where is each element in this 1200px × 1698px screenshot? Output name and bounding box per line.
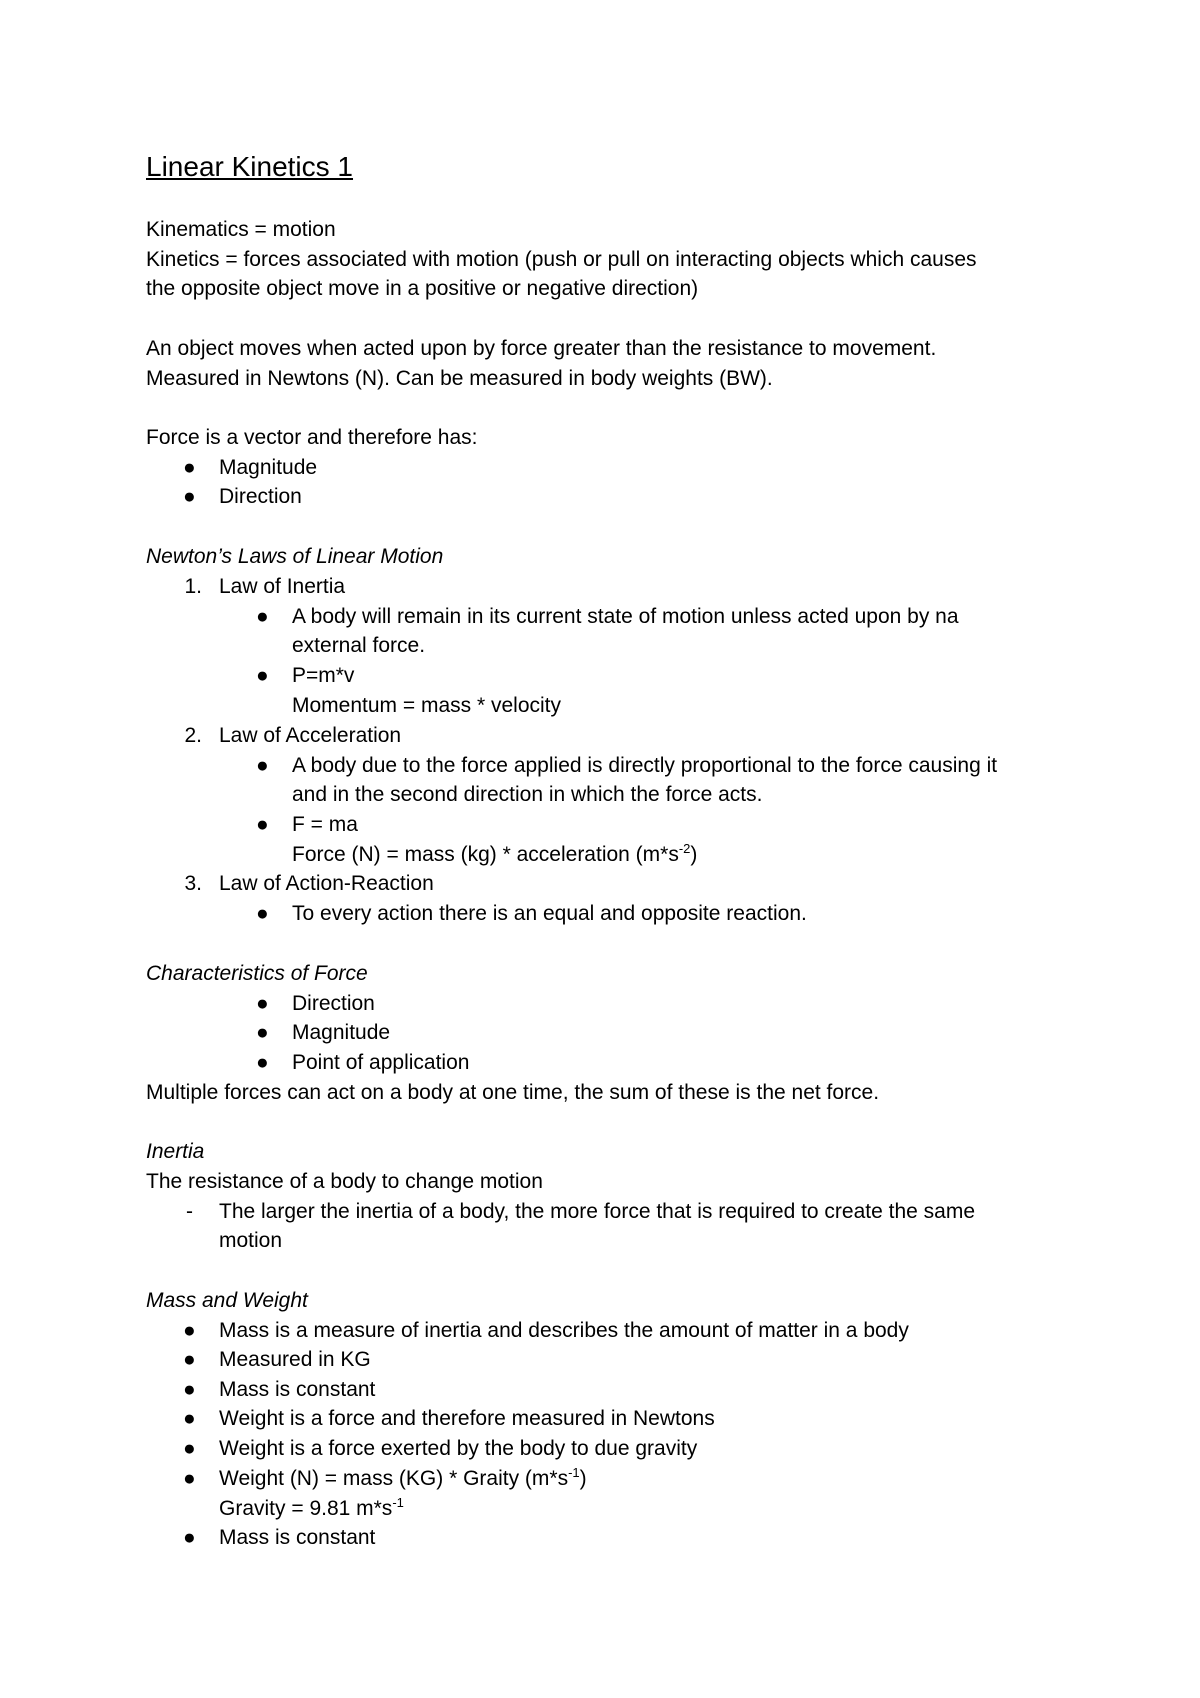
bullet-icon: ● [256, 813, 269, 836]
characteristics-heading: Characteristics of Force [146, 962, 368, 985]
bullet-icon: ● [183, 1437, 196, 1460]
bullet-icon: ● [256, 664, 269, 687]
gravity-value [219, 1495, 404, 1523]
force-exponent: -2 [678, 841, 691, 856]
law-2-title: Law of Acceleration [219, 724, 402, 747]
bullet-icon: ● [183, 1319, 196, 1342]
page-title: Linear Kinetics 1 [146, 151, 354, 182]
force-description-text: Force (N) = mass (kg) * acceleration (m*s [292, 843, 679, 866]
gravity-value-text: Gravity = 9.81 m*s [219, 1497, 393, 1520]
kinematics-definition: Kinematics = motion [146, 218, 336, 241]
bullet-icon: ● [256, 605, 269, 628]
mass-weight-item-3: Mass is constant [219, 1378, 376, 1401]
bullet-icon: ● [183, 485, 196, 508]
bullet-icon: ● [256, 992, 269, 1015]
bullet-icon: ● [256, 1021, 269, 1044]
law-2-force-formula: F = ma [292, 813, 358, 836]
law-1-bullet-1-line-2: external force. [292, 634, 426, 657]
vector-lead: Force is a vector and therefore has: [146, 426, 478, 449]
newton-laws-heading: Newton’s Laws of Linear Motion [146, 545, 444, 568]
mass-weight-heading: Mass and Weight [146, 1289, 308, 1312]
bullet-icon: ● [256, 754, 269, 777]
dash-marker: - [186, 1200, 193, 1223]
law-1-momentum-formula: P=m*v [292, 664, 355, 687]
kinetics-definition-line-2: the opposite object move in a positive or negative direction) [146, 277, 699, 300]
inertia-heading: Inertia [146, 1140, 205, 1163]
bullet-icon: ● [183, 1526, 196, 1549]
weight-formula [219, 1465, 587, 1493]
mass-weight-item-7: Mass is constant [219, 1526, 376, 1549]
characteristic-direction: Direction [292, 992, 375, 1015]
weight-formula-exponent: -1 [568, 1465, 580, 1480]
law-1-bullet-1-line-1: A body will remain in its current state of motion unless acted upon by na [292, 605, 959, 628]
law-2-number: 2. [184, 724, 202, 747]
law-2-bullet-1-line-1: A body due to the force applied is directly proportional to the force causing it [292, 754, 998, 777]
mass-weight-item-4: Weight is a force and therefore measured in Newtons [219, 1407, 715, 1430]
inertia-point-line-2: motion [219, 1229, 283, 1252]
characteristic-magnitude: Magnitude [292, 1021, 391, 1044]
law-1-momentum-description: Momentum = mass * velocity [292, 694, 562, 717]
law-3-number: 3. [184, 872, 202, 895]
mass-weight-item-5: Weight is a force exerted by the body to due gravity [219, 1437, 698, 1460]
law-3-title: Law of Action-Reaction [219, 872, 434, 895]
net-force-statement: Multiple forces can act on a body at one time, the sum of these is the net force. [146, 1081, 880, 1104]
law-1-title: Law of Inertia [219, 575, 346, 598]
law-2-force-description [292, 841, 697, 869]
kinetics-definition-line-1: Kinetics = forces associated with motion (push or pull on interacting objects which causes [146, 248, 977, 271]
inertia-point-line-1: The larger the inertia of a body, the more force that is required to create the same [219, 1200, 976, 1223]
inertia-definition: The resistance of a body to change motion [146, 1170, 543, 1193]
object-moves-line-2: Measured in Newtons (N). Can be measured in body weights (BW). [146, 367, 773, 390]
bullet-icon: ● [183, 1407, 196, 1430]
mass-weight-item-1: Mass is a measure of inertia and describes the amount of matter in a body [219, 1319, 909, 1342]
bullet-icon: ● [256, 902, 269, 925]
law-1-number: 1. [184, 575, 202, 598]
object-moves-line-1: An object moves when acted upon by force greater than the resistance to movement. [146, 337, 937, 360]
law-3-bullet-1: To every action there is an equal and opposite reaction. [292, 902, 807, 925]
bullet-icon: ● [183, 456, 196, 479]
bullet-icon: ● [183, 1467, 196, 1490]
characteristic-point-of-application: Point of application [292, 1051, 470, 1074]
bullet-icon: ● [183, 1378, 196, 1401]
force-description-close: ) [690, 843, 698, 866]
bullet-icon: ● [183, 1348, 196, 1371]
bullet-icon: ● [256, 1051, 269, 1074]
weight-formula-close: ) [579, 1467, 587, 1490]
law-2-bullet-1-line-2: and in the second direction in which the force acts. [292, 783, 763, 806]
mass-weight-item-2: Measured in KG [219, 1348, 371, 1371]
gravity-value-exponent: -1 [392, 1495, 404, 1510]
weight-formula-text: Weight (N) = mass (KG) * Graity (m*s [219, 1467, 569, 1490]
vector-item-direction: Direction [219, 485, 302, 508]
vector-item-magnitude: Magnitude [219, 456, 318, 479]
